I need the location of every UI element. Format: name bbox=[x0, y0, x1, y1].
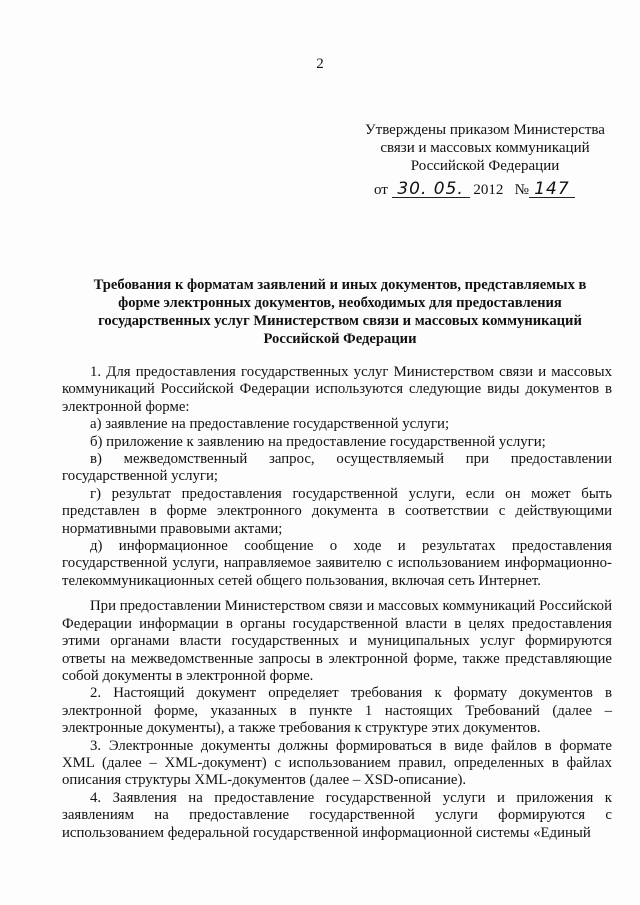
paragraph-4: 4. Заявления на предоставление государственной услуги и приложения к заявлениям на предоставление государственной услуги формируются с использованием федеральной государственной информационной системы «Единый bbox=[62, 789, 612, 841]
page-number: 2 bbox=[316, 56, 324, 72]
title-line-4: Российской Федерации bbox=[263, 331, 417, 347]
list-item-v: в) межведомственный запрос, осуществляемый при предоставлении государственной услуги; bbox=[62, 451, 612, 485]
number-sign: № bbox=[514, 182, 529, 198]
title-line-3: государственных услуг Министерством связи и массовых коммуникаций bbox=[98, 313, 582, 329]
list-item-d: д) информационное сообщение о ходе и результатах предоставления государственной услуги, направляемое заявителю с использованием информационно-телекоммуникационных сетей общего пользования, включая сеть Интернет. bbox=[62, 538, 612, 589]
title-line-1: Требования к форматам заявлений и иных документов, представляемых в bbox=[93, 277, 587, 293]
list-item-a: а) заявление на предоставление государственной услуги; bbox=[90, 416, 450, 433]
date-prefix: от bbox=[374, 182, 388, 198]
approval-line-1: Утверждены приказом Министерства bbox=[365, 122, 605, 138]
paragraph-1-continuation: При предоставлении Министерством связи и массовых коммуникаций Российской Федерации информации в органы государственной власти в целях предоставления этими органами власти государственных и муниципальных услуг формируются ответы на межведомственные запросы в электронной форме, также представляющие собой документы в электронной форме. bbox=[62, 598, 612, 684]
document-title bbox=[70, 276, 610, 348]
handwritten-number: 147 bbox=[529, 181, 575, 198]
approval-block bbox=[340, 121, 630, 203]
document-body bbox=[62, 364, 612, 842]
date-year: 2012 bbox=[473, 182, 504, 198]
approval-line-2: связи и массовых коммуникаций bbox=[380, 140, 590, 156]
paragraph-1: 1. Для предоставления государственных услуг Министерством связи и массовых коммуникаций Российской Федерации используются следующие виды документов в электронной форме: bbox=[62, 364, 612, 415]
title-line-2: форме электронных документов, необходимых для предоставления bbox=[118, 295, 562, 311]
paragraph-2: 2. Настоящий документ определяет требования к формату документов в электронной форме, указанных в пункте 1 настоящих Требований (далее – электронные документы), а также требования к структуре этих документов. bbox=[62, 685, 612, 737]
handwritten-date: 30. 05. bbox=[392, 181, 470, 198]
approval-date-line bbox=[340, 181, 630, 203]
list-item-g: г) результат предоставления государственной услуги, если он может быть представлен в форме электронного документа в соответствии с действующими нормативными правовыми актами; bbox=[62, 485, 612, 537]
list-item-b: б) приложение к заявлению на предоставление государственной услуги; bbox=[90, 433, 546, 450]
approval-line-3: Российской Федерации bbox=[410, 158, 560, 174]
paragraph-3: 3. Электронные документы должны формироваться в виде файлов в формате XML (далее – XML-документ) с использованием правил, определенных в файлах описания структуры XML-документов (далее – XSD-описание). bbox=[62, 737, 612, 789]
